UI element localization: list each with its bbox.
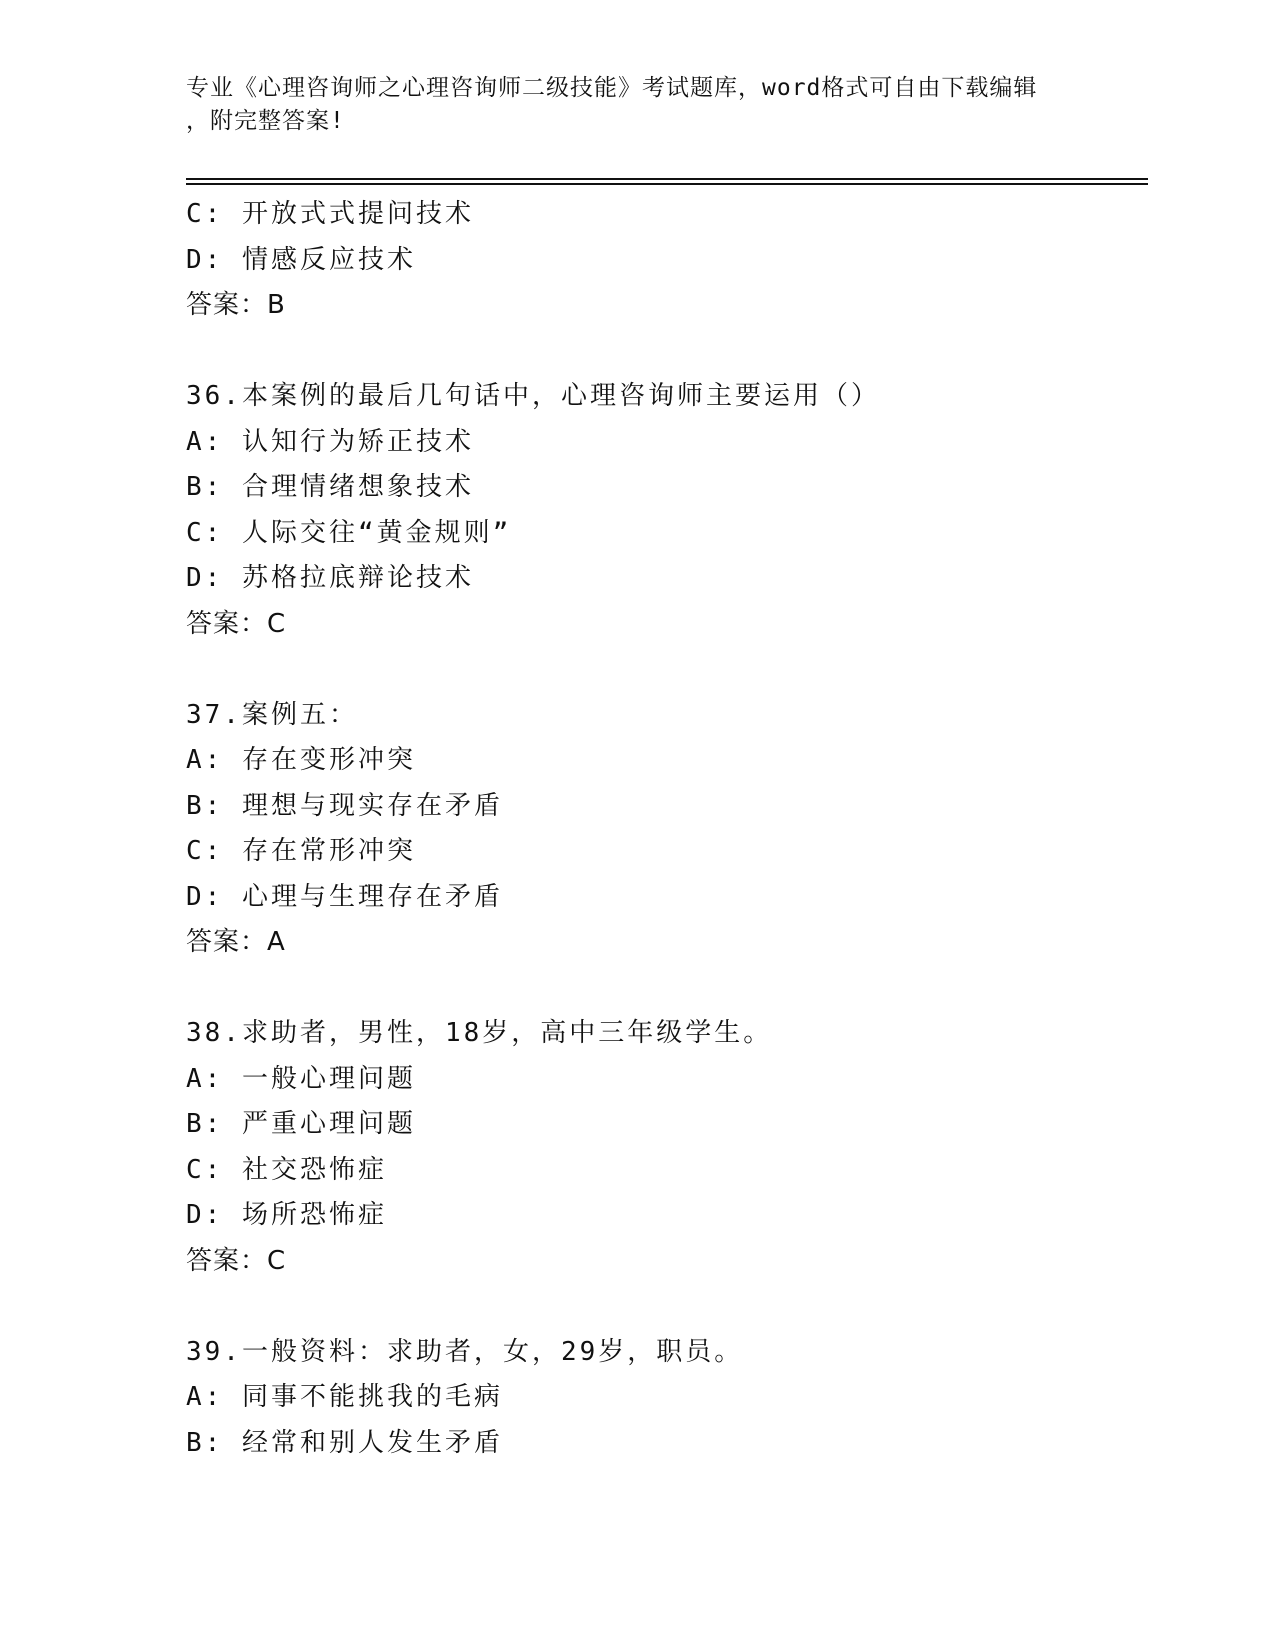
header-line-1: 专业《心理咨询师之心理咨询师二级技能》考试题库，word格式可自由下载编辑	[186, 75, 1038, 101]
spacer	[186, 647, 1146, 693]
option-b: B: 合理情绪想象技术	[186, 472, 474, 502]
option-d: D: 情感反应技术	[186, 244, 416, 275]
answer-line: 答案：A	[186, 927, 286, 957]
option-d: D: 苏格拉底辩论技术	[186, 563, 474, 593]
option-c: C: 社交恐怖症	[186, 1154, 387, 1185]
spacer	[186, 1284, 1146, 1330]
question-38	[186, 1011, 1146, 1284]
option-d: D: 场所恐怖症	[186, 1200, 387, 1230]
option-a: A: 同事不能挑我的毛病	[186, 1382, 503, 1412]
question-39	[186, 1330, 1146, 1467]
option-a: A: 存在变形冲突	[186, 745, 416, 775]
option-c: C: 开放式式提问技术	[186, 199, 474, 229]
question-content	[186, 192, 1146, 1466]
question-36	[186, 374, 1146, 647]
answer-line: 答案：C	[186, 608, 287, 639]
document-header	[186, 72, 1086, 138]
question-stem: 39.一般资料：求助者，女，29岁，职员。	[186, 1336, 744, 1367]
answer-line: 答案：B	[186, 290, 286, 320]
option-b: B: 经常和别人发生矛盾	[186, 1427, 503, 1458]
option-c: C: 人际交往“黄金规则”	[186, 517, 512, 548]
question-37	[186, 693, 1146, 966]
option-a: A: 认知行为矫正技术	[186, 426, 474, 457]
header-line-2: ，附完整答案!	[186, 108, 345, 134]
option-d: D: 心理与生理存在矛盾	[186, 881, 503, 912]
answer-line: 答案：C	[186, 1245, 287, 1276]
spacer	[186, 966, 1146, 1012]
header-rule-bottom	[186, 183, 1148, 185]
option-a: A: 一般心理问题	[186, 1063, 416, 1094]
option-c: C: 存在常形冲突	[186, 836, 416, 866]
question-stem: 37.案例五：	[186, 699, 358, 730]
option-b: B: 理想与现实存在矛盾	[186, 790, 503, 821]
question-stem: 38.求助者，男性，18岁，高中三年级学生。	[186, 1018, 773, 1048]
header-rule-top	[186, 178, 1148, 180]
spacer	[186, 329, 1146, 375]
option-b: B: 严重心理问题	[186, 1109, 416, 1139]
question-stem: 36.本案例的最后几句话中，心理咨询师主要运用（）	[186, 381, 880, 411]
